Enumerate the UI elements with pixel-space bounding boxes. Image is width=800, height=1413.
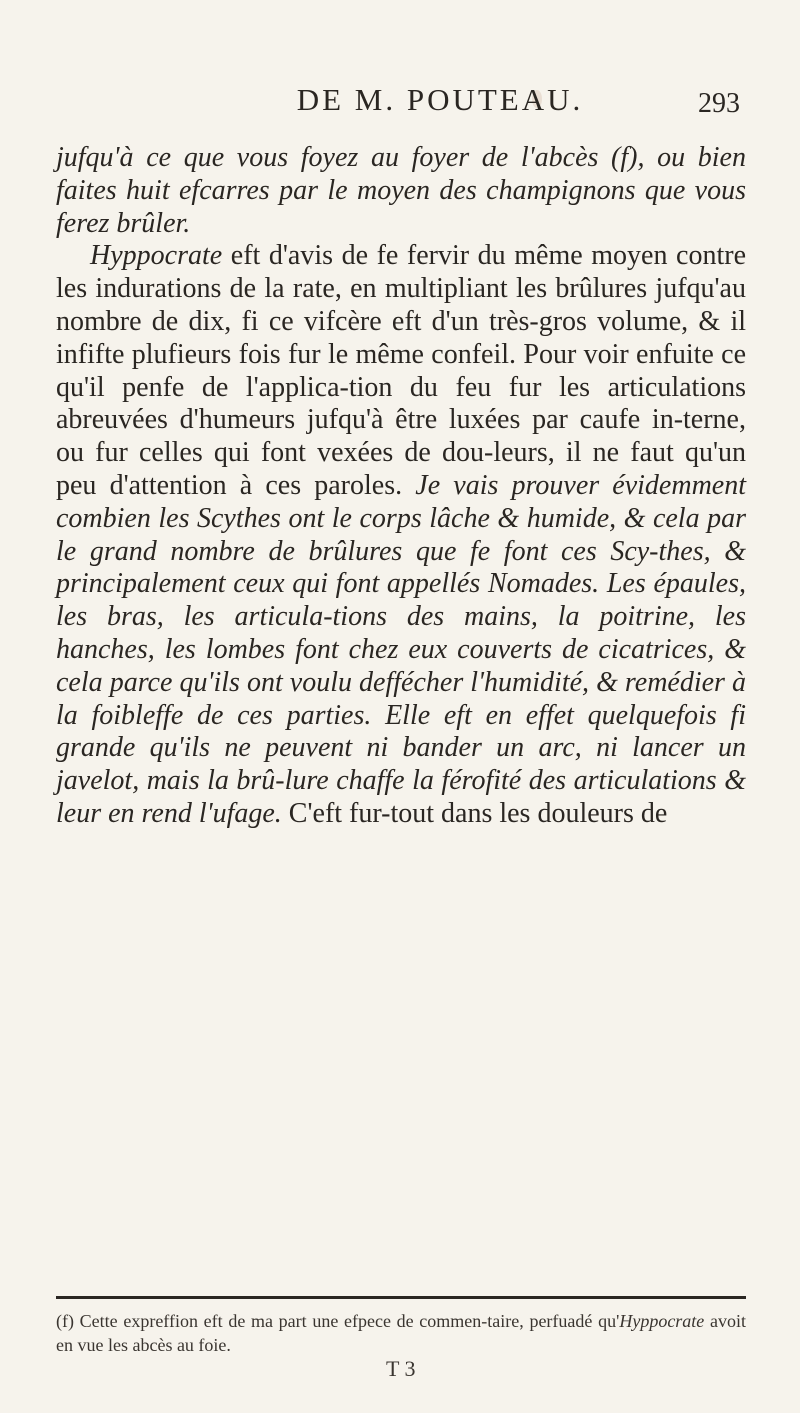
- paragraph: [56, 240, 746, 830]
- main-text: [56, 142, 746, 831]
- footnote: [56, 1309, 746, 1357]
- paragraph-continued: [56, 142, 746, 240]
- footnote-text-end: avoit en vue les abcès au foie.: [56, 1311, 746, 1355]
- author-name: Hyppocrate: [90, 240, 223, 272]
- footnote-text: (f) Cette expreffion eft de ma part une efpece de commen-taire, perfuadé qu': [56, 1311, 620, 1331]
- page-number: 293: [698, 88, 740, 119]
- italic-quote: jufqu'à ce que vous foyez au foyer de l'abcès (f), ou bien faites huit efcarres par le moyen des champignons que vous ferez brûler.: [56, 142, 746, 239]
- running-head: DE M. POUTEAU.: [296, 82, 584, 117]
- footnote-author: Hyppocrate: [619, 1311, 705, 1331]
- paragraph-text-end: C'eft fur-tout dans les douleurs de: [281, 797, 668, 829]
- italic-quote: Je vais prouver évidemment combien les Scythes ont le corps lâche & humide, & cela par le grand nombre de brûlures que fe font ces Scy-thes, & principalement ceux qui font appellés Nomades. Les épaules, les bras, les articula-tions des mains, la poitrine, les hanches, les lombes font chez eux couverts de cicatrices, & cela parce qu'ils ont voulu deffécher l'humidité, & remédier à la foibleffe de ces parties. Elle eft en effet quelquefois fi grande qu'ils ne peuvent ni bander un arc, ni lancer un javelot, mais la brû-lure chaffe la férofité des articulations & leur en rend l'ufage.: [56, 469, 747, 829]
- signature-mark: T 3: [386, 1356, 416, 1381]
- footnote-rule: [56, 1296, 746, 1299]
- page-header: [140, 82, 740, 132]
- paragraph-text: eft d'avis de fe fervir du même moyen contre les indurations de la rate, en multipliant les brûlures jufqu'au nombre de dix, fi ce vifcère eft d'un très-gros volume, & il infifte plufieurs fois fur le même confeil. Pour voir enfuite ce qu'il penfe de l'applica-tion du feu fur les articulations abreuvées d'humeurs jufqu'à être luxées par caufe in-terne, ou fur celles qui font vexées de dou-leurs, il ne faut qu'un peu d'attention à ces paroles.: [56, 240, 746, 501]
